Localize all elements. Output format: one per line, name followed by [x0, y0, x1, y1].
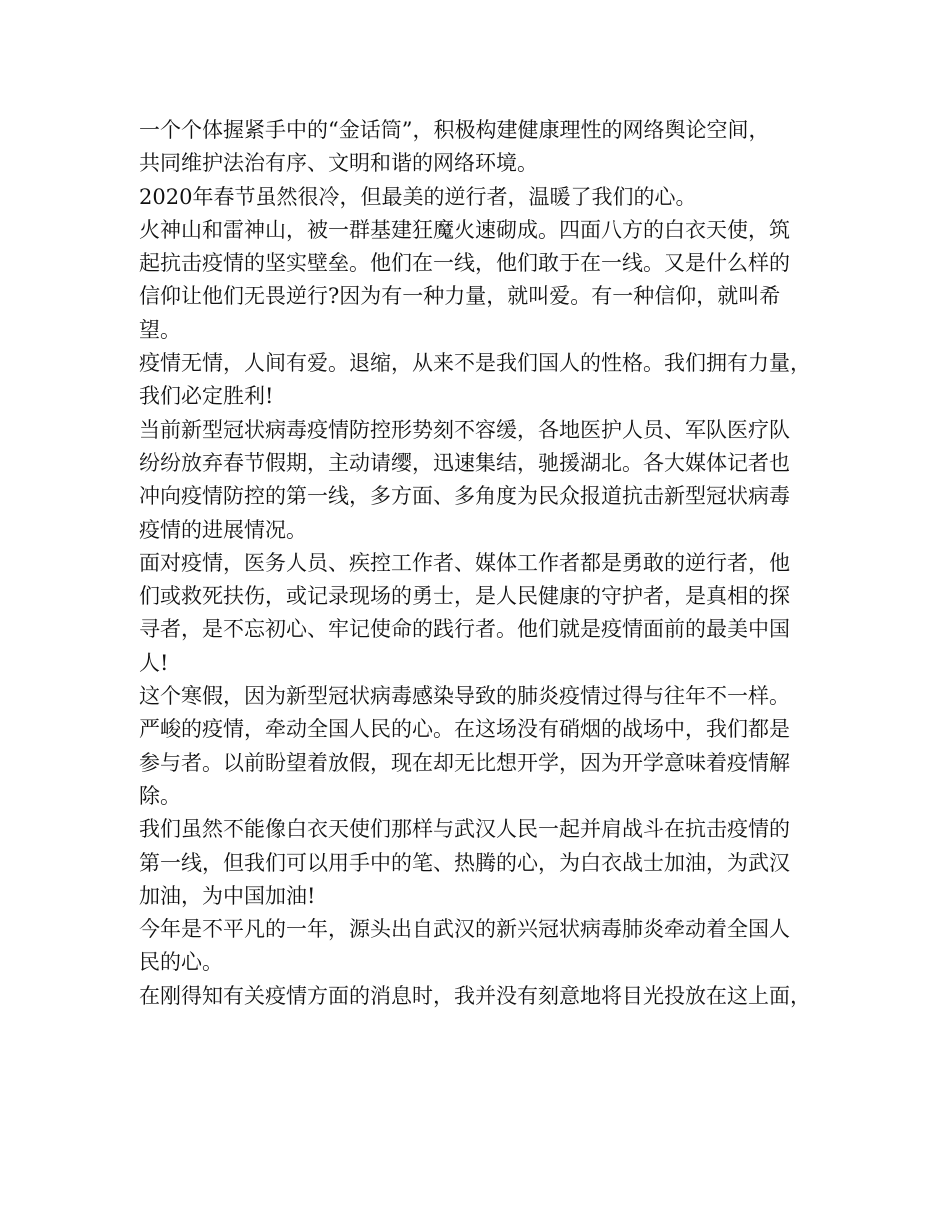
paragraph: 面对疫情，医务人员、疾控工作者、媒体工作者都是勇敢的逆行者，他 们或救死扶伤，或记录现场的勇士，是人民健康的守护者，是真相的探 寻者，是不忘初心、牢记使命的践行者。他们就是疫情面前的最美中国 人! — [139, 550, 790, 675]
paragraph: 我们虽然不能像白衣天使们那样与武汉人民一起并肩战斗在抗击疫情的 第一线，但我们可以用手中的笔、热腾的心，为白衣战士加油，为武汉 加油，为中国加油! — [139, 817, 790, 908]
paragraph: 火神山和雷神山，被一群基建狂魔火速砌成。四面八方的白衣天使，筑 起抗击疫情的坚实壁垒。他们在一线，他们敢于在一线。又是什么样的 信仰让他们无畏逆行?因为有一种力量，就叫爱。有一种信仰，就叫希 望。 — [139, 217, 790, 342]
paragraph: 当前新型冠状病毒疫情防控形势刻不容缓，各地医护人员、军队医疗队 纷纷放弃春节假期，主动请缨，迅速集结，驰援湖北。各大媒体记者也 冲向疫情防控的第一线，多方面、多角度为民众报道抗击新型冠状病毒 疫情的进展情况。 — [139, 417, 790, 542]
paragraph: 一个个体握紧手中的“金话筒”，积极构建健康理性的网络舆论空间， 共同维护法治有序、文明和谐的网络环境。 — [139, 118, 770, 176]
document-body — [139, 114, 829, 1013]
paragraph: 这个寒假，因为新型冠状病毒感染导致的肺炎疫情过得与往年不一样。 严峻的疫情，牵动全国人民的心。在这场没有硝烟的战场中，我们都是 参与者。以前盼望着放假，现在却无比想开学，因为开学意味着疫情解 除。 — [139, 684, 790, 808]
paragraph: 今年是不平凡的一年，源头出自武汉的新兴冠状病毒肺炎牵动着全国人 民的心。 — [139, 917, 790, 975]
paragraph: 在刚得知有关疫情方面的消息时，我并没有刻意地将目光投放在这上面， — [139, 983, 811, 1008]
paragraph: 疫情无情，人间有爱。退缩，从来不是我们国人的性格。我们拥有力量， 我们必定胜利! — [139, 351, 811, 409]
paragraph: 2020年春节虽然很冷，但最美的逆行者，温暖了我们的心。 — [139, 184, 697, 209]
